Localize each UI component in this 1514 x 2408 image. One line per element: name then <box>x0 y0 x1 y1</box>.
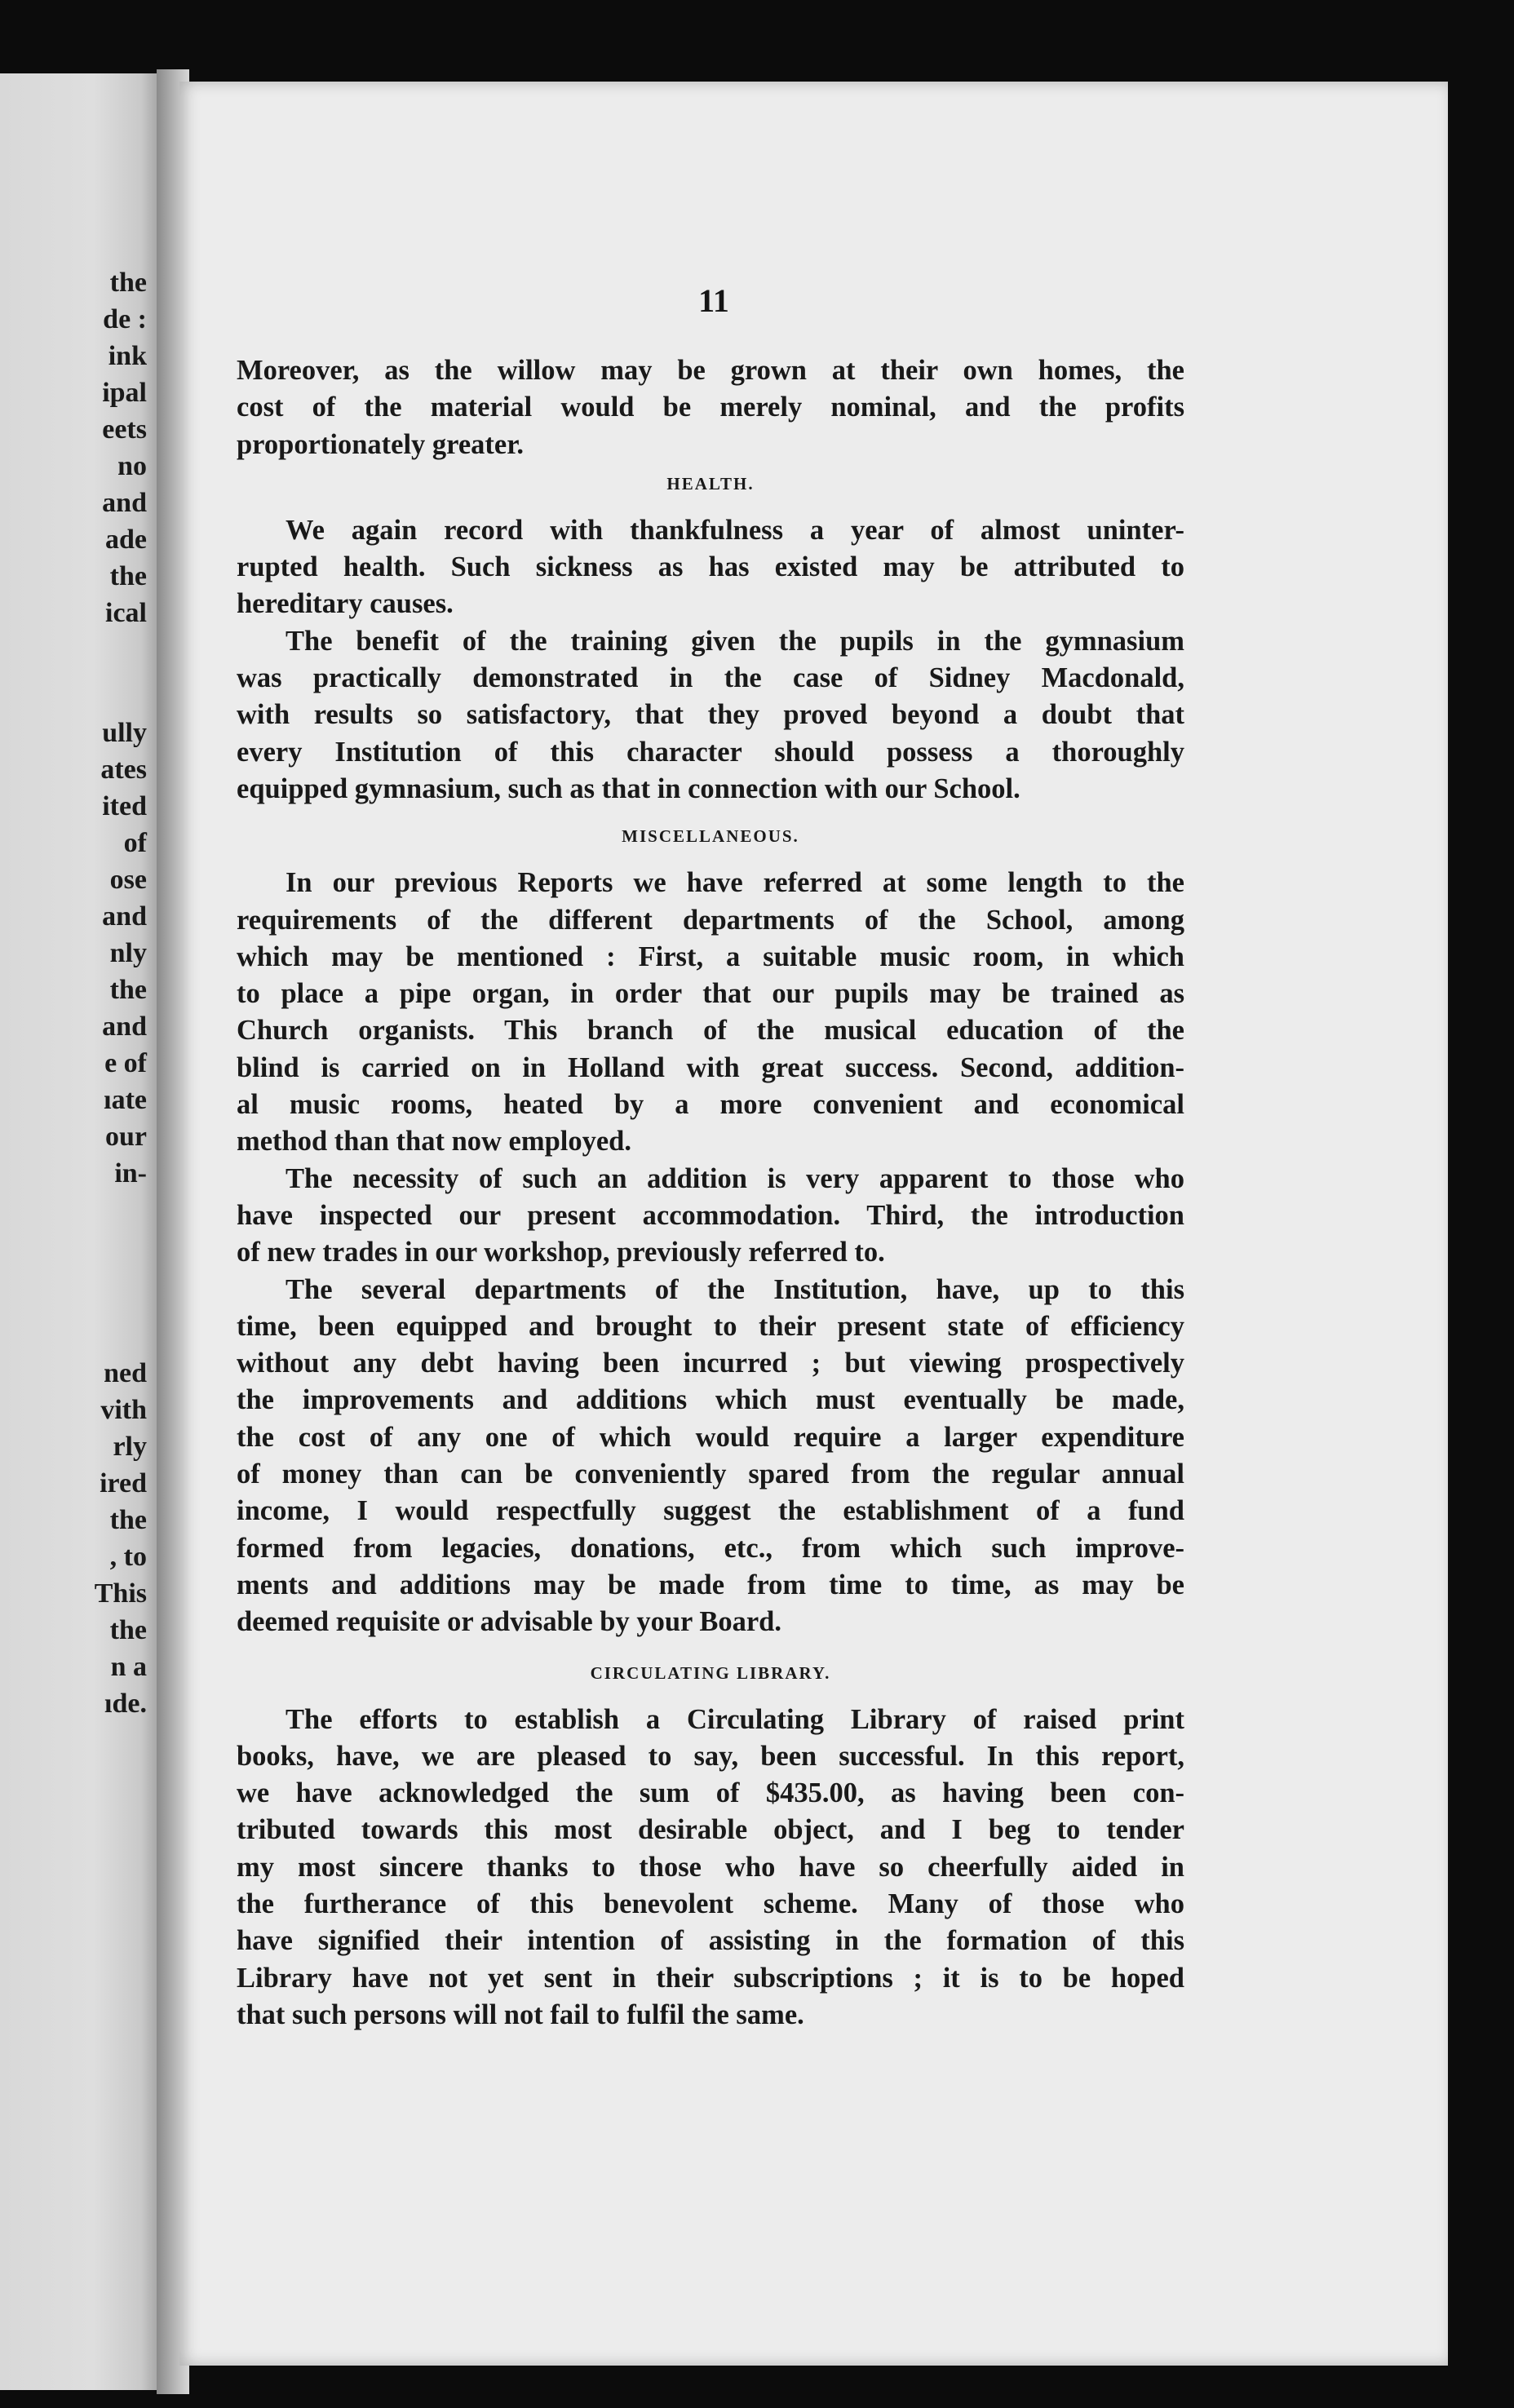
text-line: was practically demonstrated in the case of Sidney Macdonald, <box>237 662 1184 694</box>
text-line: equipped gymnasium, such as that in connection with our School. <box>237 772 1020 804</box>
facing-page-fragment: de : <box>103 304 147 334</box>
facing-page-fragment: n a <box>110 1652 147 1682</box>
section-health-body <box>237 512 1184 808</box>
facing-page-fragment: the <box>109 1615 147 1645</box>
text-line: requirements of the different departments of the School, among <box>237 904 1184 936</box>
text-line: we have acknowledged the sum of $435.00, as having been con- <box>237 1777 1184 1809</box>
text-line: of money than can be conveniently spared from the regular annual <box>237 1459 1184 1490</box>
facing-page-fragment: e of <box>104 1048 147 1078</box>
text-line: Church organists. This branch of the musical education of the <box>237 1015 1184 1047</box>
text-line: the improvements and additions which must eventually be made, <box>237 1384 1184 1416</box>
facing-page-fragment: our <box>105 1122 147 1152</box>
facing-page-fragment: ates <box>100 755 147 785</box>
facing-page-fragment: ned <box>104 1358 147 1388</box>
text-line: In our previous Reports we have referred at some length to the <box>286 867 1184 899</box>
facing-page-fragment: ıde. <box>104 1689 147 1719</box>
page-body <box>237 352 1184 2034</box>
section-miscellaneous-body <box>237 865 1184 1640</box>
heading-circulating-library: CIRCULATING LIBRARY. <box>590 1662 831 1683</box>
text-line: formed from legacies, donations, etc., from which such improve- <box>237 1532 1184 1564</box>
text-line: The benefit of the training given the pupils in the gymnasium <box>286 625 1184 657</box>
facing-page-fragment: and <box>102 1011 147 1042</box>
text-line: We again record with thankfulness a year of almost uninter- <box>286 514 1184 546</box>
text-line: which may be mentioned : First, a suitable music room, in which <box>237 941 1184 972</box>
page-number: 11 <box>698 282 729 319</box>
text-line: al music rooms, heated by a more convenient and economical <box>237 1089 1184 1121</box>
facing-page-fragment: ose <box>109 865 147 895</box>
heading-miscellaneous: MISCELLANEOUS. <box>622 826 799 847</box>
text-line: Library have not yet sent in their subscriptions ; it is to be hoped <box>237 1962 1184 1994</box>
text-line: method than that now employed. <box>237 1126 631 1158</box>
text-line: cost of the material would be merely nominal, and the profits <box>237 392 1184 423</box>
text-line: The several departments of the Institution, have, up to this <box>286 1273 1184 1305</box>
text-line: The necessity of such an addition is very apparent to those who <box>286 1162 1184 1194</box>
facing-page-edge <box>0 73 157 2390</box>
facing-page-fragment: ıate <box>104 1085 147 1115</box>
facing-page-fragment: eets <box>102 414 147 445</box>
facing-page-fragment: the <box>109 975 147 1005</box>
section-library-body <box>237 1702 1184 2034</box>
facing-page-fragment: the <box>109 1505 147 1535</box>
facing-page-fragment: ipal <box>102 378 147 408</box>
text-line: Moreover, as the willow may be grown at their own homes, the <box>237 355 1184 386</box>
text-line: income, I would respectfully suggest the establishment of a fund <box>237 1495 1184 1527</box>
facing-page-fragment: the <box>109 268 147 298</box>
facing-page-fragment: in- <box>114 1158 147 1189</box>
facing-page-fragment: nly <box>109 938 147 968</box>
text-line: to place a pipe organ, in order that our pupils may be trained as <box>237 978 1184 1010</box>
text-line: proportionately greater. <box>237 428 524 460</box>
facing-page-fragment: and <box>102 901 147 932</box>
text-line: every Institution of this character should possess a thoroughly <box>237 736 1184 768</box>
facing-page-fragment: ade <box>105 525 147 555</box>
facing-page-fragment: ink <box>108 341 147 371</box>
facing-page-fragment: rly <box>113 1432 147 1462</box>
text-line: The efforts to establish a Circulating Library of raised print <box>286 1703 1184 1735</box>
facing-page-fragment: ired <box>100 1468 147 1498</box>
text-line: have signified their intention of assisting in the formation of this <box>237 1925 1184 1957</box>
text-line: that such persons will not fail to fulfil the same. <box>237 1999 804 2030</box>
facing-page-fragment: ical <box>105 598 147 628</box>
intro-paragraph <box>237 352 1184 463</box>
text-line: hereditary causes. <box>237 588 454 620</box>
text-line: ments and additions may be made from time to time, as may be <box>237 1569 1184 1600</box>
facing-page-fragment: the <box>109 561 147 591</box>
text-line: without any debt having been incurred ; but viewing prospectively <box>237 1348 1184 1379</box>
facing-page-fragment: of <box>123 828 147 858</box>
heading-health: HEALTH. <box>666 473 755 494</box>
text-line: blind is carried on in Holland with great success. Second, addition- <box>237 1051 1184 1083</box>
text-line: time, been equipped and brought to their present state of efficiency <box>237 1310 1184 1342</box>
text-line: with results so satisfactory, that they proved beyond a doubt that <box>237 699 1184 731</box>
text-line: tributed towards this most desirable object, and I beg to tender <box>237 1814 1184 1846</box>
text-line: deemed requisite or advisable by your Board. <box>237 1606 781 1638</box>
text-line: my most sincere thanks to those who have so cheerfully aided in <box>237 1851 1184 1883</box>
facing-page-fragment: , to <box>109 1542 147 1572</box>
text-line: rupted health. Such sickness as has existed may be attributed to <box>237 551 1184 583</box>
facing-page-fragment: vith <box>100 1395 147 1425</box>
text-line: of new trades in our workshop, previously referred to. <box>237 1237 885 1268</box>
facing-page-fragment: ited <box>102 791 147 821</box>
text-line: the furtherance of this benevolent scheme. Many of those who <box>237 1888 1184 1919</box>
text-line: have inspected our present accommodation. Third, the introduction <box>237 1199 1184 1231</box>
text-line: books, have, we are pleased to say, been successful. In this report, <box>237 1740 1184 1772</box>
facing-page-fragment: and <box>102 488 147 518</box>
facing-page-fragment: This <box>94 1578 147 1609</box>
text-line: the cost of any one of which would require a larger expenditure <box>237 1421 1184 1453</box>
facing-page-fragment: no <box>117 451 147 481</box>
facing-page-fragment: ully <box>102 718 147 748</box>
